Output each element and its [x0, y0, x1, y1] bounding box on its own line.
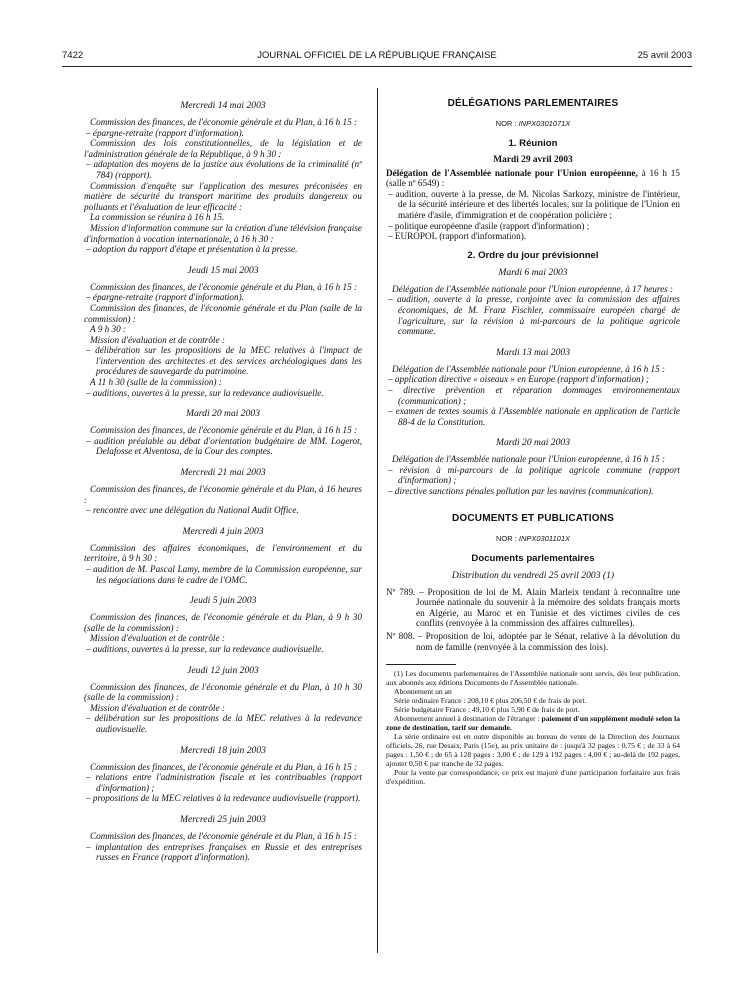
day-heading: Mercredi 4 juin 2003 — [182, 525, 264, 537]
agenda-item: – délibération sur les propositions de la MEC relatives à la redevance audiovisuelle. — [86, 713, 362, 734]
agenda-paragraph: Commission d'enquête sur l'application des mesures préconisées en matière de sécurité du transport maritime des produits dangereux ou polluants et l'évaluation de leur efficacité : — [84, 180, 362, 212]
agenda-day — [84, 665, 362, 735]
documents-subheading: Documents parlementaires — [471, 552, 595, 564]
agenda-paragraph: Commission des finances, de l'économie générale et du Plan, à 16 h 15 : — [90, 117, 358, 127]
document-entry: Nº 789. – Proposition de loi de M. Alain Marleix tendant à reconnaître une Journée nationale du souvenir à la mémoire des soldats français morts en Algérie, au Maroc et en Tunisie et des victimes civiles de ces conflits (renvoyée à la commission des affaires culturelles). — [386, 586, 680, 629]
day-heading: Mercredi 25 juin 2003 — [180, 813, 266, 825]
ordre-days — [386, 267, 680, 497]
day-heading: Mardi 20 mai 2003 — [186, 408, 260, 420]
spacer — [84, 398, 362, 406]
agenda-day — [84, 408, 362, 457]
header-rule — [62, 66, 692, 67]
agenda-item: – audition de M. Pascal Lamy, membre de la Commission européenne, sur les négociations dans le cadre de l'OMC. — [86, 564, 362, 585]
agenda-day — [84, 265, 362, 399]
day-heading: Jeudi 12 juin 2003 — [187, 664, 259, 676]
agenda-item: – délibération sur les propositions de la MEC relatives à l'impact de l'intervention des architectes et des services archéologiques dans les procédures de sauvegarde du patrimoine. — [86, 345, 362, 377]
agenda-paragraph: Commission des affaires économiques, de l'environnement et du territoire, à 9 h 30 : — [84, 542, 362, 564]
agenda-day — [84, 814, 362, 863]
delegations-heading: DÉLÉGATIONS PARLEMENTAIRES — [447, 98, 619, 109]
spacer — [386, 337, 680, 345]
agenda-item: – implantation des entreprises françaises en Russie et des entreprises russes en France (rapport d'information). — [86, 841, 362, 863]
day-heading: Mercredi 18 juin 2003 — [180, 744, 266, 756]
agenda-day — [84, 100, 362, 255]
nor-code: INPX0301071X — [518, 119, 571, 128]
page-number: 7422 — [62, 50, 84, 61]
footnote-line: Série budgétaire France : 49,10 € plus 5,90 € de frais de port. — [394, 705, 580, 715]
issue-date: 25 avril 2003 — [637, 50, 692, 61]
agenda-paragraph: Commission des finances, de l'économie générale et du Plan, à 16 h 15 : — [90, 425, 358, 436]
agenda-paragraph: Mission d'évaluation et de contrôle : — [90, 702, 225, 713]
agenda-paragraph: Commission des finances, de l'économie générale et du Plan (salle de la commission) : — [84, 302, 362, 324]
agenda-paragraph: Commission des lois constitutionnelles, de la législation et de l'administration générale de la République, à 9 h 30 : — [84, 138, 362, 159]
agenda-item: – application directive « oiseaux » en Europe (rapport d'information) ; — [388, 374, 650, 385]
reunion-item: – politique européenne d'asile (rapport d'information) ; — [388, 220, 590, 231]
agenda-item: – examen de textes soumis à l'Assemblée nationale en application de l'article 88-4 de la Constitution. — [388, 406, 680, 427]
reunion-intro — [386, 168, 680, 189]
agenda-item: – audition, ouverte à la presse, conjointe avec la commission des affaires économiques, de M. Franz Fischler, commissaire européen chargé de l'agriculture, sur la révision à mi-parcours de la politique agricole commune. — [388, 294, 680, 337]
documents-nor — [386, 534, 680, 543]
distribution-line: Distribution du vendredi 25 avril 2003 (1) — [451, 569, 615, 581]
footnote-bold: paiement d'un supplément modulé selon la zone de destination, tarif sur demande. — [386, 714, 681, 733]
left-column — [84, 98, 362, 863]
day-heading: Jeudi 15 mai 2003 — [187, 264, 259, 276]
nor-label: NOR : — [495, 119, 519, 128]
agenda-day — [84, 745, 362, 804]
agenda-item: – propositions de la MEC relatives à la redevance audiovisuelle (rapport). — [86, 793, 361, 804]
day-heading: Mardi 13 mai 2003 — [496, 346, 570, 358]
spacer — [386, 427, 680, 435]
journal-title: JOURNAL OFFICIEL DE LA RÉPUBLIQUE FRANÇAISE — [257, 50, 497, 61]
document-entry: Nº 808. – Proposition de loi, adoptée par le Sénat, relative à la dévolution du nom de famille (renvoyée à la commission des lois). — [386, 631, 680, 652]
footnote-line: Série ordinaire France : 208,10 € plus 206,50 € de frais de port. — [394, 696, 587, 706]
agenda-paragraph: Commission des finances, de l'économie générale et du Plan, à 16 heures : — [84, 484, 362, 505]
day-heading: Mercredi 21 mai 2003 — [180, 467, 266, 479]
nor-code: INPX0301101X — [518, 533, 571, 543]
footnote-line: (1) Les documents parlementaires de l'Assemblée nationale sont servis, dès leur publication, aux abonnés aux éditions Documents de l'Assemblée nationale. — [386, 669, 680, 688]
agenda-paragraph: Mission d'information commune sur la création d'une télévision française d'information à vocation internationale, à 16 h 30 : — [84, 222, 362, 244]
delegations-nor — [386, 119, 680, 128]
footnote-line — [386, 714, 680, 732]
spacer — [84, 516, 362, 524]
spacer — [84, 457, 362, 465]
page-header — [62, 50, 692, 64]
agenda-item: – rencontre avec une délégation du National Audit Office. — [86, 505, 299, 516]
spacer — [84, 804, 362, 812]
agenda-paragraph: Délégation de l'Assemblée nationale pour l'Union européenne, à 16 h 15 : — [392, 363, 666, 374]
agenda-item: – révision à mi-parcours de la politique agricole commune (rapport d'information) ; — [388, 464, 680, 486]
day-heading: Mercredi 14 mai 2003 — [180, 100, 266, 111]
agenda-paragraph: A 9 h 30 : — [90, 324, 127, 335]
spacer — [84, 735, 362, 743]
footnote-rule — [386, 664, 456, 665]
agenda-item: – épargne-retraite (rapport d'information). — [86, 292, 244, 303]
agenda-item: – épargne-retraite (rapport d'information). — [86, 127, 244, 138]
agenda-item: – adaptation des moyens de la justice aux évolutions de la criminalité (nº 784) (rapport). — [86, 159, 362, 180]
agenda-day — [386, 267, 680, 337]
reunion-items — [386, 189, 680, 242]
agenda-paragraph: Délégation de l'Assemblée nationale pour l'Union européenne, à 17 heures : — [392, 283, 674, 294]
footnote — [386, 669, 680, 786]
reunion-heading: 1. Réunion — [508, 138, 558, 149]
agenda-item: – auditions, ouvertes à la presse, sur la redevance audiovisuelle. — [86, 387, 324, 398]
agenda-paragraph: Mission d'évaluation et de contrôle : — [90, 633, 225, 644]
document-list — [386, 587, 680, 653]
day-heading: Mardi 20 mai 2003 — [496, 437, 570, 449]
agenda-paragraph: A 11 h 30 (salle de la commission) : — [90, 377, 222, 388]
agenda-paragraph: La commission se réunira à 16 h 15. — [90, 212, 225, 223]
reunion-delegation: Délégation de l'Assemblée nationale pour l'Union européenne, — [386, 167, 638, 178]
documents-heading: DOCUMENTS ET PUBLICATIONS — [451, 512, 615, 524]
ordre-heading: 2. Ordre du jour prévisionnel — [467, 249, 599, 261]
agenda-day — [84, 526, 362, 585]
spacer — [84, 655, 362, 663]
column-divider — [377, 88, 378, 953]
footnote-line: Abonnement un an — [394, 687, 452, 697]
spacer — [84, 255, 362, 263]
agenda-paragraph: Commission des finances, de l'économie générale et du Plan, à 16 h 15 : — [90, 761, 358, 772]
agenda-item: – directive sanctions pénales pollution par les navires (communication). — [388, 486, 654, 497]
agenda-item: – relations entre l'administration fiscale et les contribuables (rapport d'information) ; — [86, 772, 362, 793]
agenda-paragraph: Commission des finances, de l'économie générale et du Plan, à 9 h 30 (salle de la commission) : — [84, 612, 362, 633]
reunion-item: – audition, ouverte à la presse, de M. Nicolas Sarkozy, ministre de l'intérieur, de la sécurité intérieure et des libertés locales, sur la politique de l'Union en matière d'asile, d'immigration et de coopération policière ; — [388, 188, 680, 220]
reunion-date: Mardi 29 avril 2003 — [493, 155, 573, 165]
footnote-line: La série ordinaire est en outre disponible au bureau de vente de la Direction des Journaux officiels, 26, rue Desaix, Paris (15e), au prix unitaire de : jusqu'à 32 pages : 0,75 € ; de 33 à 64 pages : 1,50 € ; de 65 à 128 pages : 3,00 € ; de 129 à 192 pages : 4,00 € ; au-delà de 192 pages, ajouter 0,50 € par tranche de 32 pages. — [386, 732, 680, 769]
agenda-paragraph: Commission des finances, de l'économie générale et du Plan, à 10 h 30 (salle de la commission) : — [84, 681, 362, 703]
footnote-text: Abonnement annuel à destination de l'étranger : — [394, 714, 542, 724]
agenda-day — [84, 595, 362, 654]
right-column — [386, 98, 680, 786]
day-heading: Mardi 6 mai 2003 — [498, 266, 568, 278]
agenda-paragraph: Commission des finances, de l'économie générale et du Plan, à 16 h 15 : — [90, 830, 358, 841]
day-heading: Jeudi 5 juin 2003 — [189, 595, 257, 607]
reunion-time: à 16 h 15 (salle nº 6549) : — [386, 167, 680, 189]
nor-label: NOR : — [495, 533, 519, 543]
footnote-line: Pour la vente par correspondance, ce prix est majoré d'une participation forfaitaire aux frais d'expédition. — [386, 768, 680, 787]
agenda-day — [386, 347, 680, 428]
agenda-paragraph: Mission d'évaluation et de contrôle : — [90, 334, 225, 345]
spacer — [84, 585, 362, 593]
agenda-item: – directive prévention et réparation dommages environnementaux (communication) ; — [388, 384, 680, 406]
agenda-day — [84, 467, 362, 516]
agenda-item: – adoption du rapport d'étape et présentation à la presse. — [86, 244, 298, 255]
agenda-day — [386, 437, 680, 496]
reunion-item: – EUROPOL (rapport d'information). — [388, 231, 527, 242]
agenda-paragraph: Commission des finances, de l'économie générale et du Plan, à 16 h 15 : — [90, 281, 358, 292]
agenda-item: – audition préalable au débat d'orientation budgétaire de MM. Logerot, Delafosse et Alventosa, de la Cour des comptes. — [86, 435, 362, 457]
agenda-item: – auditions, ouvertes à la presse, sur la redevance audiovisuelle. — [86, 643, 324, 654]
agenda-paragraph: Délégation de l'Assemblée nationale pour l'Union européenne, à 16 h 15 : — [392, 454, 666, 465]
